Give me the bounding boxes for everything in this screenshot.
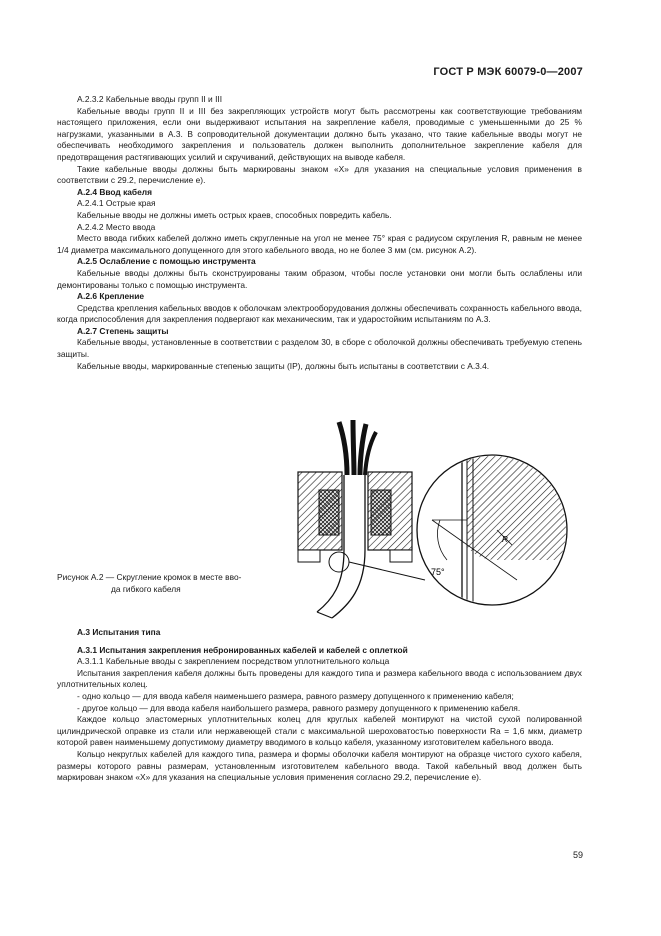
figure-a2: [57, 420, 582, 620]
paragraph: А.2.7 Степень защиты: [77, 325, 169, 336]
paragraph: Кабельные вводы групп II и III без закрепляющих устройств могут быть рассмотрены как соответствующие требованиям настоящего приложения, если они выдерживают испытания на закрепление кабеля, проводимые с уменьшенными до 25 % нагрузками, указанными в А.3. В сопроводительной документации должно быть указано, что такие кабельные вводы могут не обеспечивать необходимого закрепления и пользователь должен выполнить дополнительное закрепление кабеля для предотвращения растягивающих усилий и скручиваний, действующих на выводе кабеля.: [57, 105, 582, 162]
paragraph: А.2.5 Ослабление с помощью инструмента: [77, 256, 256, 267]
paragraph: Кольцо некруглых кабелей для каждого типа, размера и формы оболочки кабеля монтируют на образце чистого сухого кабеля, размеры которого равны размерам, установленным изготовителем кабельного ввода. Такой кабельный ввод должен быть маркирован знаком «X» для указания на специальные условия применения согласно 29.2, перечисление е).: [57, 748, 582, 783]
caption-line-1: Рисунок А.2 — Скругление кромок в месте вво-: [57, 572, 242, 582]
text-block-lower: [57, 627, 582, 784]
angle-label: 75°: [431, 567, 445, 577]
paragraph: А.2.4.2 Место ввода: [77, 221, 156, 232]
paragraph: - другое кольцо — для ввода кабеля наибольшего размера, равного размеру допущенного к применению кабеля.: [77, 702, 521, 713]
paragraph: Место ввода гибких кабелей должно иметь скругленные на угол не менее 75° края с радиусом скругления R, равным не менее 1/4 диаметра максимального допущенного для этого кабельного ввода, но не более 3 мм (см. рисунок А.2).: [57, 233, 582, 255]
paragraph: А.2.6 Крепление: [77, 291, 145, 302]
figure-caption: [57, 572, 241, 595]
text-block-upper: [57, 94, 582, 372]
paragraph: А.3.1.1 Кабельные вводы с закреплением посредством уплотнительного кольца: [77, 656, 390, 667]
paragraph: Кабельные вводы не должны иметь острых краев, способных повредить кабель.: [77, 209, 392, 220]
page-number: 59: [572, 850, 583, 860]
caption-line-2: да гибкого кабеля: [111, 583, 181, 594]
paragraph: А.3 Испытания типа: [77, 627, 161, 637]
paragraph: Средства крепления кабельных вводов к оболочкам электрооборудования должны обеспечивать сохранность кабельного ввода, когда приспособления для закрепления подвергают как механическим, так и ударостойким испытаниям по А.3.: [57, 302, 582, 325]
paragraph: Кабельные вводы должны быть сконструированы таким образом, чтобы после установки они могли быть ослаблены или демонтированы только с помощью инструмента.: [57, 267, 582, 290]
document-header: ГОСТ Р МЭК 60079-0—2007: [433, 66, 583, 78]
paragraph: А.2.4 Ввод кабеля: [77, 186, 152, 197]
paragraph: Испытания закрепления кабеля должны быть проведены для каждого типа и размера кабельного ввода с использованием двух уплотнительных колец.: [57, 667, 582, 690]
paragraph: Такие кабельные вводы должны быть маркированы знаком «X» для указания на специальные условия применения в соответствии с 29.2, перечисление е).: [57, 163, 582, 186]
paragraph: Кабельные вводы, установленные в соответствии с разделом 30, в сборе с оболочкой должны обеспечивать требуемую степень защиты.: [57, 337, 582, 360]
paragraph: Каждое кольцо эластомерных уплотнительных колец для круглых кабелей монтируют на чистой сухой полированной цилиндрической оправке из стали или нержавеющей стали с максимальной шероховатостью поверхности Ra = 1,6 мкм, диаметр которой равен наименьшему допустимому диаметру вводимого в кольцо кабеля, указанному изготовителем кабельного ввода.: [57, 714, 582, 748]
paragraph: А.2.4.1 Острые края: [77, 198, 156, 209]
paragraph: А.3.1 Испытания закрепления небронированных кабелей и кабелей с оплеткой: [77, 644, 408, 655]
paragraph: - одно кольцо — для ввода кабеля наименьшего размера, равного размеру допущенного к применению кабеля;: [77, 690, 514, 701]
paragraph: Кабельные вводы, маркированные степенью защиты (IP), должны быть испытаны в соответствии с А.3.4.: [77, 360, 490, 371]
radius-label: R: [502, 535, 508, 544]
paragraph: А.2.3.2 Кабельные вводы групп II и III: [77, 94, 223, 104]
